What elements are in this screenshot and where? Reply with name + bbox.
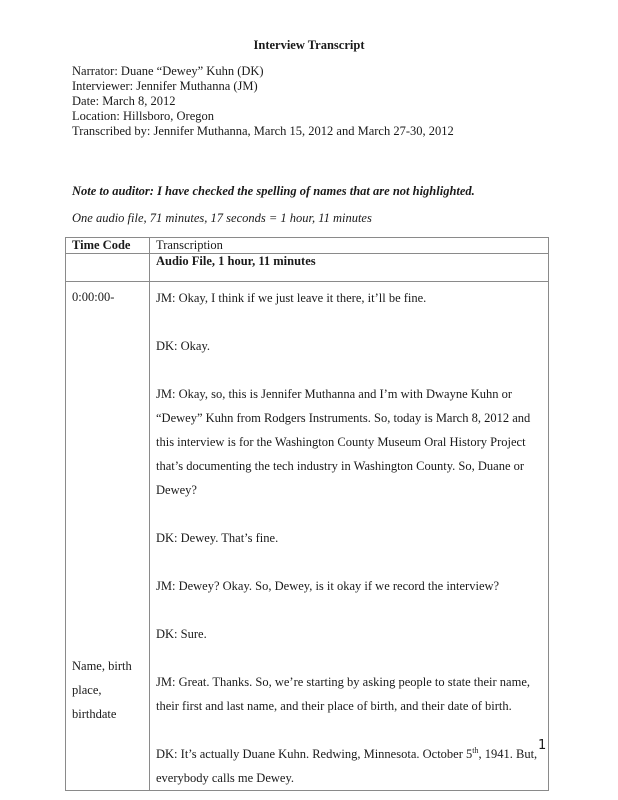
transcript-turn: DK: Sure. xyxy=(156,627,207,641)
location-line: Location: Hillsboro, Oregon xyxy=(72,109,214,123)
header-time-code: Time Code xyxy=(66,238,150,254)
transcript-turn: JM: Okay, I think if we just leave it there, it’ll be fine. xyxy=(156,291,427,305)
transcript-turn-last xyxy=(156,742,542,790)
time-code-cell xyxy=(66,282,150,791)
audio-file-time-cell xyxy=(66,254,150,282)
time-code-start: 0:00:00- xyxy=(72,290,115,304)
time-code-topic xyxy=(72,654,142,726)
topic-line: place, xyxy=(72,683,102,697)
transcript-turn: JM: Okay, so, this is Jennifer Muthanna and I’m with Dwayne Kuhn or “Dewey” Kuhn from Rodgers Instruments. So, today is March 8, 2012 and this interview is for the Washington County Museum Oral History Project that’s documenting the tech industry in Washington County. So, Duane or Dewey? xyxy=(156,387,531,497)
header-transcription: Transcription xyxy=(150,238,549,254)
auditor-note: Note to auditor: I have checked the spelling of names that are not highlighted. xyxy=(72,184,475,198)
document-title: Interview Transcript xyxy=(253,38,365,52)
audio-file-cell xyxy=(150,254,549,282)
transcript-turn: JM: Great. Thanks. So, we’re starting by asking people to state their name, their first and last name, and their place of birth, and their date of birth. xyxy=(156,675,530,713)
narrator-line: Narrator: Duane “Dewey” Kuhn (DK) xyxy=(72,64,264,78)
page-number: 1 xyxy=(538,738,547,753)
transcript-turn: DK: Dewey. That’s fine. xyxy=(156,531,279,545)
last-turn-text-a: DK: It’s actually Duane Kuhn. Redwing, Minnesota. October 5 xyxy=(156,747,473,761)
transcript-turn: DK: Okay. xyxy=(156,339,211,353)
audio-summary: One audio file, 71 minutes, 17 seconds = 1 hour, 11 minutes xyxy=(72,211,372,225)
table-row xyxy=(66,282,549,791)
transcription-cell xyxy=(150,282,549,791)
date-line: Date: March 8, 2012 xyxy=(72,94,176,108)
interview-metadata xyxy=(72,64,454,139)
table-header-row xyxy=(66,238,549,254)
interviewer-line: Interviewer: Jennifer Muthanna (JM) xyxy=(72,79,258,93)
transcribed-by-line: Transcribed by: Jennifer Muthanna, March 15, 2012 and March 27-30, 2012 xyxy=(72,124,454,138)
audio-file-row xyxy=(66,254,549,282)
last-turn-text-b: , 1941. But, everybody calls me Dewey. xyxy=(156,747,538,785)
topic-line: birthdate xyxy=(72,707,117,721)
ordinal-suffix: th xyxy=(472,745,479,755)
transcript-table xyxy=(65,237,549,791)
audio-file-label: Audio File, 1 hour, 11 minutes xyxy=(156,254,316,268)
transcript-turn: JM: Dewey? Okay. So, Dewey, is it okay if we record the interview? xyxy=(156,579,500,593)
topic-line: Name, birth xyxy=(72,659,132,673)
